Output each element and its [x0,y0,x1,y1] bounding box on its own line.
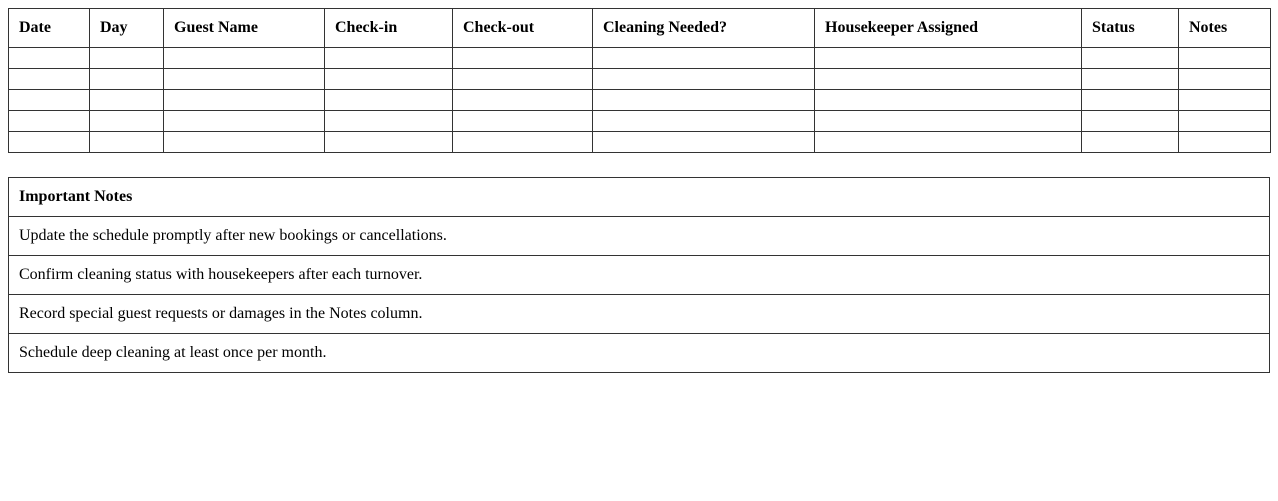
header-date: Date [9,9,90,48]
header-guest-name: Guest Name [164,9,325,48]
important-notes-table [8,177,1270,373]
note-text: Schedule deep cleaning at least once per month. [9,334,1270,373]
cell-check-in[interactable] [325,90,453,111]
cell-notes[interactable] [1179,69,1271,90]
header-notes: Notes [1179,9,1271,48]
header-day: Day [90,9,164,48]
header-cleaning-needed: Cleaning Needed? [593,9,815,48]
cell-housekeeper-assigned[interactable] [815,132,1082,153]
cell-notes[interactable] [1179,90,1271,111]
cell-status[interactable] [1082,132,1179,153]
note-text: Update the schedule promptly after new bookings or cancellations. [9,217,1270,256]
cell-date[interactable] [9,69,90,90]
cell-check-out[interactable] [453,111,593,132]
header-check-out: Check-out [453,9,593,48]
cell-check-in[interactable] [325,132,453,153]
cell-day[interactable] [90,90,164,111]
cell-guest-name[interactable] [164,90,325,111]
cell-status[interactable] [1082,111,1179,132]
cell-check-out[interactable] [453,132,593,153]
cell-housekeeper-assigned[interactable] [815,90,1082,111]
table-row [9,111,1271,132]
cell-guest-name[interactable] [164,111,325,132]
table-row [9,48,1271,69]
cell-check-out[interactable] [453,48,593,69]
cell-housekeeper-assigned[interactable] [815,111,1082,132]
cell-guest-name[interactable] [164,132,325,153]
cell-check-out[interactable] [453,69,593,90]
table-row [9,132,1271,153]
cell-check-out[interactable] [453,90,593,111]
list-item [9,334,1270,373]
note-text: Confirm cleaning status with housekeepers after each turnover. [9,256,1270,295]
cell-housekeeper-assigned[interactable] [815,48,1082,69]
cell-notes[interactable] [1179,132,1271,153]
cell-status[interactable] [1082,90,1179,111]
cell-date[interactable] [9,90,90,111]
table-row [9,69,1271,90]
cell-cleaning-needed[interactable] [593,48,815,69]
schedule-header-row [9,9,1271,48]
cell-day[interactable] [90,48,164,69]
cell-cleaning-needed[interactable] [593,69,815,90]
cell-check-in[interactable] [325,48,453,69]
list-item [9,256,1270,295]
cell-status[interactable] [1082,69,1179,90]
notes-title-row [9,178,1270,217]
table-row [9,90,1271,111]
cell-check-in[interactable] [325,111,453,132]
cleaning-schedule-table [8,8,1271,153]
cell-day[interactable] [90,132,164,153]
note-text: Record special guest requests or damages in the Notes column. [9,295,1270,334]
cell-cleaning-needed[interactable] [593,90,815,111]
cell-cleaning-needed[interactable] [593,111,815,132]
notes-title: Important Notes [9,178,1270,217]
cell-guest-name[interactable] [164,48,325,69]
cell-housekeeper-assigned[interactable] [815,69,1082,90]
header-status: Status [1082,9,1179,48]
cell-date[interactable] [9,48,90,69]
cell-day[interactable] [90,69,164,90]
list-item [9,295,1270,334]
cell-check-in[interactable] [325,69,453,90]
list-item [9,217,1270,256]
cell-notes[interactable] [1179,111,1271,132]
cell-status[interactable] [1082,48,1179,69]
header-housekeeper-assigned: Housekeeper Assigned [815,9,1082,48]
cell-cleaning-needed[interactable] [593,132,815,153]
cell-guest-name[interactable] [164,69,325,90]
cell-date[interactable] [9,111,90,132]
header-check-in: Check-in [325,9,453,48]
cell-notes[interactable] [1179,48,1271,69]
cell-date[interactable] [9,132,90,153]
cell-day[interactable] [90,111,164,132]
